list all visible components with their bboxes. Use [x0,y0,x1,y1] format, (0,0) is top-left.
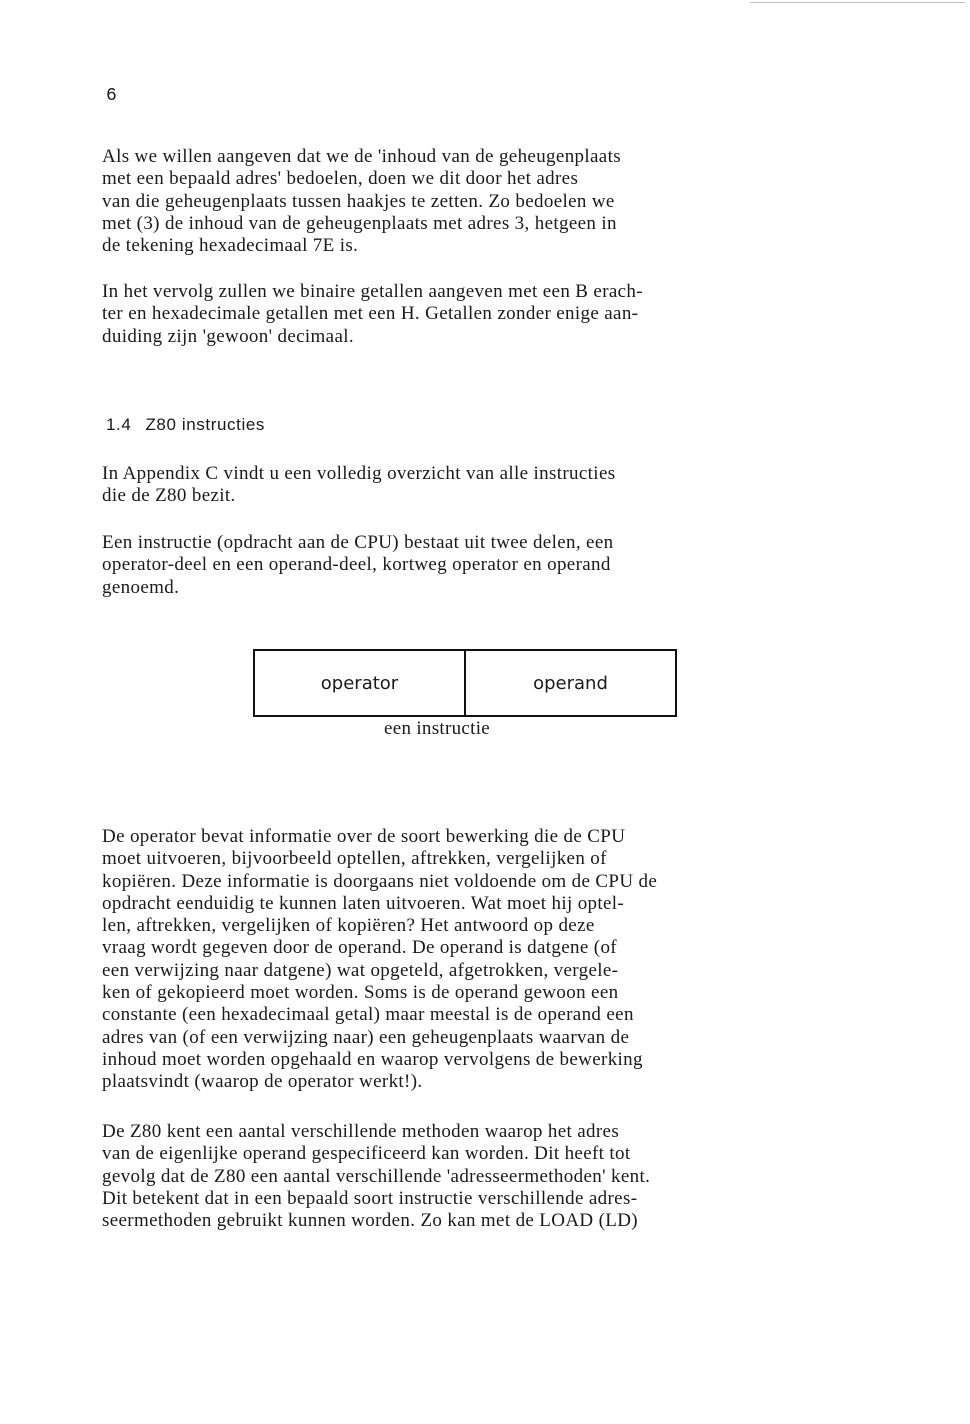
paragraph-instruction-parts [102,532,842,599]
text-line: De Z80 kent een aantal verschillende methoden waarop het adres [102,1121,620,1142]
page-number: 6 [106,86,117,106]
paragraph-inhoud-notation [102,146,842,257]
paragraph-appendix [102,463,842,508]
text-line: van de eigenlijke operand gespecificeerd kan worden. Dit heeft tot [102,1143,631,1165]
top-edge-line [750,2,965,3]
paragraph-addressing-modes [102,1121,842,1232]
text-line: gevolg dat de Z80 een aantal verschillende 'adresseermethoden' kent. [102,1165,651,1187]
text-line: seermethoden gebruikt kunnen worden. Zo kan met de LOAD (LD) [102,1210,638,1232]
text-line: een verwijzing naar datgene) wat opgeteld, afgetrokken, vergele- [102,959,619,981]
instruction-diagram [253,649,677,717]
text-line: In Appendix C vindt u een volledig overzicht van alle instructies [102,463,616,484]
section-number: 1.4 [106,415,132,434]
text-line: genoemd. [102,576,180,598]
paragraph-number-notation [102,281,842,348]
text-line: In het vervolg zullen we binaire getallen aangeven met een B erach- [102,281,643,302]
text-line: die de Z80 bezit. [102,485,236,507]
text-line: Een instructie (opdracht aan de CPU) bestaat uit twee delen, een [102,532,614,553]
text-line: plaatsvindt (waarop de operator werkt!). [102,1071,423,1093]
text-line: Als we willen aangeven dat we de 'inhoud van de geheugenplaats [102,146,621,167]
diagram-caption: een instructie [384,718,491,739]
operator-cell: operator [320,672,399,694]
text-line: met (3) de inhoud van de geheugenplaats met adres 3, hetgeen in [102,212,617,234]
text-line: kopiëren. Deze informatie is doorgaans niet voldoende om de CPU de [102,870,658,892]
text-line: moet uitvoeren, bijvoorbeeld optellen, aftrekken, vergelijken of [102,848,607,870]
paragraph-operator-operand [102,826,842,1094]
text-line: adres van (of een verwijzing naar) een geheugenplaats waarvan de [102,1026,630,1048]
text-line: ken of gekopieerd moet worden. Soms is de operand gewoon een [102,982,619,1004]
text-line: de tekening hexadecimaal 7E is. [102,235,359,257]
text-line: operator-deel en een operand-deel, kortweg operator en operand [102,554,611,576]
text-line: met een bepaald adres' bedoelen, doen we dit door het adres [102,168,579,190]
text-line: constante (een hexadecimaal getal) maar meestal is de operand een [102,1004,634,1026]
text-line: van die geheugenplaats tussen haakjes te zetten. Zo bedoelen we [102,190,615,212]
text-line: vraag wordt gegeven door de operand. De operand is datgene (of [102,937,617,959]
section-title: Z80 instructies [145,415,265,434]
text-line: opdracht eenduidig te kunnen laten uitvoeren. Wat moet hij optel- [102,892,625,914]
operand-cell: operand [464,651,675,715]
text-line: De operator bevat informatie over de soort bewerking die de CPU [102,826,626,847]
text-line: duiding zijn 'gewoon' decimaal. [102,325,354,347]
text-line: len, aftrekken, vergelijken of kopiëren? Het antwoord op deze [102,915,595,937]
text-line: inhoud moet worden opgehaald en waarop vervolgens de bewerking [102,1048,643,1070]
section-heading [106,415,265,435]
text-line: ter en hexadecimale getallen met een H. Getallen zonder enige aan- [102,303,639,325]
text-line: Dit betekent dat in een bepaald soort instructie verschillende adres- [102,1187,638,1209]
